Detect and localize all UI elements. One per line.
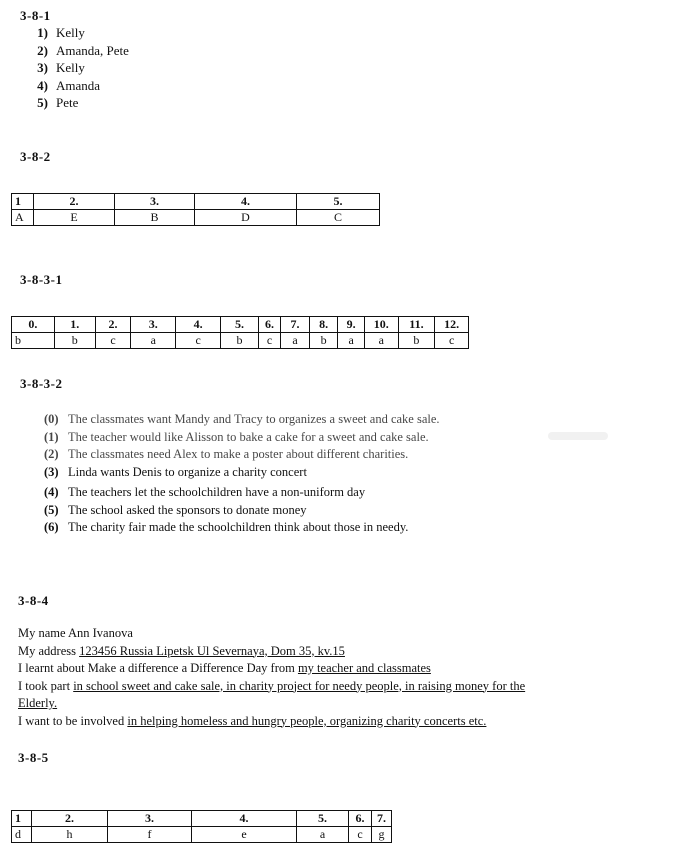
table-header-cell: 6. xyxy=(258,317,280,333)
table-header-row xyxy=(12,194,380,210)
section-heading-3-8-3-2: 3-8-3-2 xyxy=(20,376,63,391)
took-part-line xyxy=(18,678,658,696)
item-text: Kelly xyxy=(56,60,85,75)
item-number: (3) xyxy=(44,464,59,479)
table-cell: c xyxy=(349,827,372,843)
took-part-value: in school sweet and cake sale, in charity project for needy people, in raising money for the xyxy=(73,678,526,693)
list-item xyxy=(44,464,440,482)
table-header-cell: 3. xyxy=(115,194,195,210)
item-number: 2) xyxy=(37,42,48,58)
list-item xyxy=(20,42,129,60)
took-part-line-continued xyxy=(18,695,658,713)
table-cell: c xyxy=(95,333,131,349)
item-number: (2) xyxy=(44,447,59,461)
table-cell: b xyxy=(54,333,95,349)
list-item xyxy=(44,502,440,520)
involved-line xyxy=(18,713,658,731)
scan-smudge xyxy=(548,432,608,440)
table-cell: e xyxy=(192,827,297,843)
section-heading-3-8-3-1: 3-8-3-1 xyxy=(20,272,63,287)
table-cell: b xyxy=(309,333,338,349)
address-label: My address xyxy=(18,643,80,658)
table-header-cell: 1 xyxy=(12,811,32,827)
table-header-cell: 4. xyxy=(176,317,221,333)
took-part-value-continued: Elderly. xyxy=(18,696,58,710)
table-cell: a xyxy=(338,333,365,349)
item-number: (5) xyxy=(44,502,59,517)
took-part-label: I took part xyxy=(18,678,74,693)
table-row xyxy=(12,333,469,349)
table-header-row xyxy=(12,811,392,827)
table-header-cell: 12. xyxy=(435,317,469,333)
section-heading-3-8-2: 3-8-2 xyxy=(20,149,51,164)
table-cell: A xyxy=(12,210,34,226)
address-line xyxy=(18,643,658,661)
table-cell: c xyxy=(176,333,221,349)
item-text: The teacher would like Alisson to bake a cake for a sweet and cake sale. xyxy=(68,429,429,444)
table-cell: D xyxy=(195,210,297,226)
table-header-cell: 3. xyxy=(131,317,176,333)
table-header-cell: 5. xyxy=(297,194,380,210)
list-item xyxy=(44,519,440,537)
table-header-cell: 9. xyxy=(338,317,365,333)
address-value: 123456 Russia Lipetsk Ul Severnaya, Dom 35, kv.15 xyxy=(79,643,345,658)
item-number: (0) xyxy=(44,412,59,426)
table-cell: c xyxy=(258,333,280,349)
name-line: My name Ann Ivanova xyxy=(18,626,133,640)
answer-list-3-8-1 xyxy=(20,24,129,112)
table-header-cell: 8. xyxy=(309,317,338,333)
table-header-cell: 3. xyxy=(108,811,192,827)
item-number: 5) xyxy=(37,95,48,110)
list-item xyxy=(20,94,129,112)
table-cell: a xyxy=(281,333,310,349)
item-number: 3) xyxy=(37,60,48,75)
table-cell: g xyxy=(372,827,392,843)
table-row xyxy=(12,827,392,843)
list-item xyxy=(44,446,440,464)
learnt-line xyxy=(18,660,658,678)
answer-table-3-8-5 xyxy=(11,810,392,843)
table-header-cell: 1. xyxy=(54,317,95,333)
item-text: The classmates need Alex to make a poster about different charities. xyxy=(68,447,409,461)
learnt-value: my teacher and classmates xyxy=(297,661,431,675)
table-row xyxy=(12,210,380,226)
table-cell: a xyxy=(364,333,398,349)
table-header-cell: 4. xyxy=(192,811,297,827)
table-cell: d xyxy=(12,827,32,843)
list-item xyxy=(20,77,129,95)
table-header-cell: 7. xyxy=(281,317,310,333)
item-number: (4) xyxy=(44,485,59,499)
sentence-list-3-8-3-2 xyxy=(44,411,440,537)
table-cell: f xyxy=(108,827,192,843)
table-header-cell: 2. xyxy=(34,194,115,210)
table-cell: C xyxy=(297,210,380,226)
item-text: The charity fair made the schoolchildren think about those in needy. xyxy=(68,520,409,534)
section-heading-3-8-1: 3-8-1 xyxy=(20,8,51,23)
table-header-cell: 5. xyxy=(221,317,259,333)
table-header-cell: 1 xyxy=(12,194,34,210)
list-item xyxy=(20,24,129,42)
table-header-cell: 2. xyxy=(32,811,108,827)
learnt-label: I learnt about Make a difference a Difference Day from xyxy=(18,661,298,675)
item-number: (6) xyxy=(44,520,59,534)
table-cell: b xyxy=(12,333,55,349)
answer-table-3-8-2 xyxy=(11,193,380,226)
list-item xyxy=(44,429,440,447)
item-text: Kelly xyxy=(56,25,85,40)
table-header-cell: 10. xyxy=(364,317,398,333)
table-header-cell: 6. xyxy=(349,811,372,827)
list-item xyxy=(20,59,129,77)
section-heading-3-8-5: 3-8-5 xyxy=(18,750,49,765)
list-item xyxy=(44,484,440,502)
answer-table-3-8-3-1 xyxy=(11,316,469,349)
table-header-row xyxy=(12,317,469,333)
table-cell: b xyxy=(398,333,435,349)
table-header-cell: 11. xyxy=(398,317,435,333)
list-item xyxy=(44,411,440,429)
item-text: Amanda, Pete xyxy=(56,42,129,58)
item-text: The school asked the sponsors to donate money xyxy=(68,502,307,517)
item-text: Amanda xyxy=(56,77,101,93)
item-text: Pete xyxy=(56,95,79,110)
table-cell: h xyxy=(32,827,108,843)
table-cell: c xyxy=(435,333,469,349)
item-number: 4) xyxy=(37,77,48,93)
table-header-cell: 2. xyxy=(95,317,131,333)
item-text: The classmates want Mandy and Tracy to organizes a sweet and cake sale. xyxy=(68,412,440,426)
item-text: The teachers let the schoolchildren have a non-uniform day xyxy=(68,485,366,499)
table-cell: b xyxy=(221,333,259,349)
item-text: Linda wants Denis to organize a charity concert xyxy=(68,464,307,479)
table-cell: a xyxy=(297,827,349,843)
section-heading-3-8-4: 3-8-4 xyxy=(18,593,49,608)
table-cell: E xyxy=(34,210,115,226)
table-cell: a xyxy=(131,333,176,349)
table-cell: B xyxy=(115,210,195,226)
involved-value: in helping homeless and hungry people, organizing charity concerts etc. xyxy=(127,713,487,728)
table-header-cell: 0. xyxy=(12,317,55,333)
item-number: 1) xyxy=(37,25,48,40)
item-number: (1) xyxy=(44,429,59,444)
table-header-cell: 5. xyxy=(297,811,349,827)
table-header-cell: 4. xyxy=(195,194,297,210)
personal-info-block xyxy=(18,625,658,730)
table-header-cell: 7. xyxy=(372,811,392,827)
involved-label: I want to be involved xyxy=(18,713,128,728)
